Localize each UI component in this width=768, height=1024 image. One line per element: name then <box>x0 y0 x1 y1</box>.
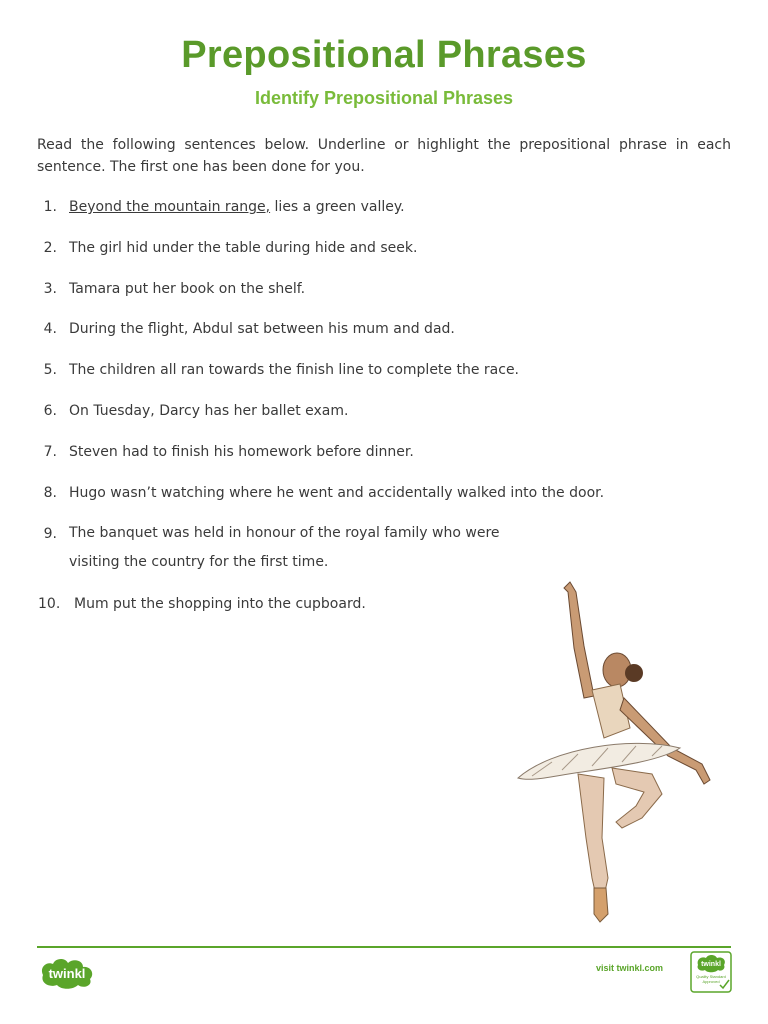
item-text: The children all ran towards the finish line to complete the race. <box>69 362 520 378</box>
badge-text: Quality Standard Approved <box>696 974 726 984</box>
twinkl-logo[interactable] <box>37 955 97 989</box>
item-number: 5. <box>43 362 57 378</box>
item-text: During the flight, Abdul sat between his mum and dad. <box>69 321 455 337</box>
item-text <box>69 196 405 218</box>
item-number: 7. <box>43 444 57 460</box>
item-number: 2. <box>43 240 57 256</box>
item-text: The girl hid under the table during hide and seek. <box>69 240 418 256</box>
underlined-phrase: Beyond the mountain range, <box>69 199 271 215</box>
item-text: Mum put the shopping into the cupboard. <box>74 596 366 612</box>
item-number: 1. <box>43 199 57 215</box>
badge-brand: twinkl <box>701 961 721 968</box>
item-text: Steven had to finish his homework before dinner. <box>69 444 414 460</box>
item-number: 3. <box>43 281 57 297</box>
item-number: 8. <box>43 485 57 501</box>
logo-text: twinkl <box>48 966 86 981</box>
item-text: The banquet was held in honour of the royal family who were visiting the country for the first time. <box>69 525 500 570</box>
item-text: On Tuesday, Darcy has her ballet exam. <box>69 403 349 419</box>
page-title: Prepositional Phrases <box>181 34 587 76</box>
item-number: 4. <box>43 321 57 337</box>
item-text-rest: lies a green valley. <box>270 199 405 215</box>
item-number: 6. <box>43 403 57 419</box>
visit-link[interactable]: visit twinkl.com <box>596 963 664 973</box>
item-text: Tamara put her book on the shelf. <box>69 281 306 297</box>
instructions: Read the following sentences below. Underline or highlight the prepositional phrase in each sentence. The first one has been done for you. <box>37 137 731 175</box>
ballerina-illustration <box>512 578 717 926</box>
page-subtitle: Identify Prepositional Phrases <box>254 88 514 108</box>
item-number: 9. <box>43 526 57 542</box>
item-number: 10. <box>38 596 61 612</box>
item-text: Hugo wasn’t watching where he went and accidentally walked into the door. <box>69 485 605 501</box>
quality-badge <box>690 951 732 993</box>
footer-divider <box>37 946 731 948</box>
